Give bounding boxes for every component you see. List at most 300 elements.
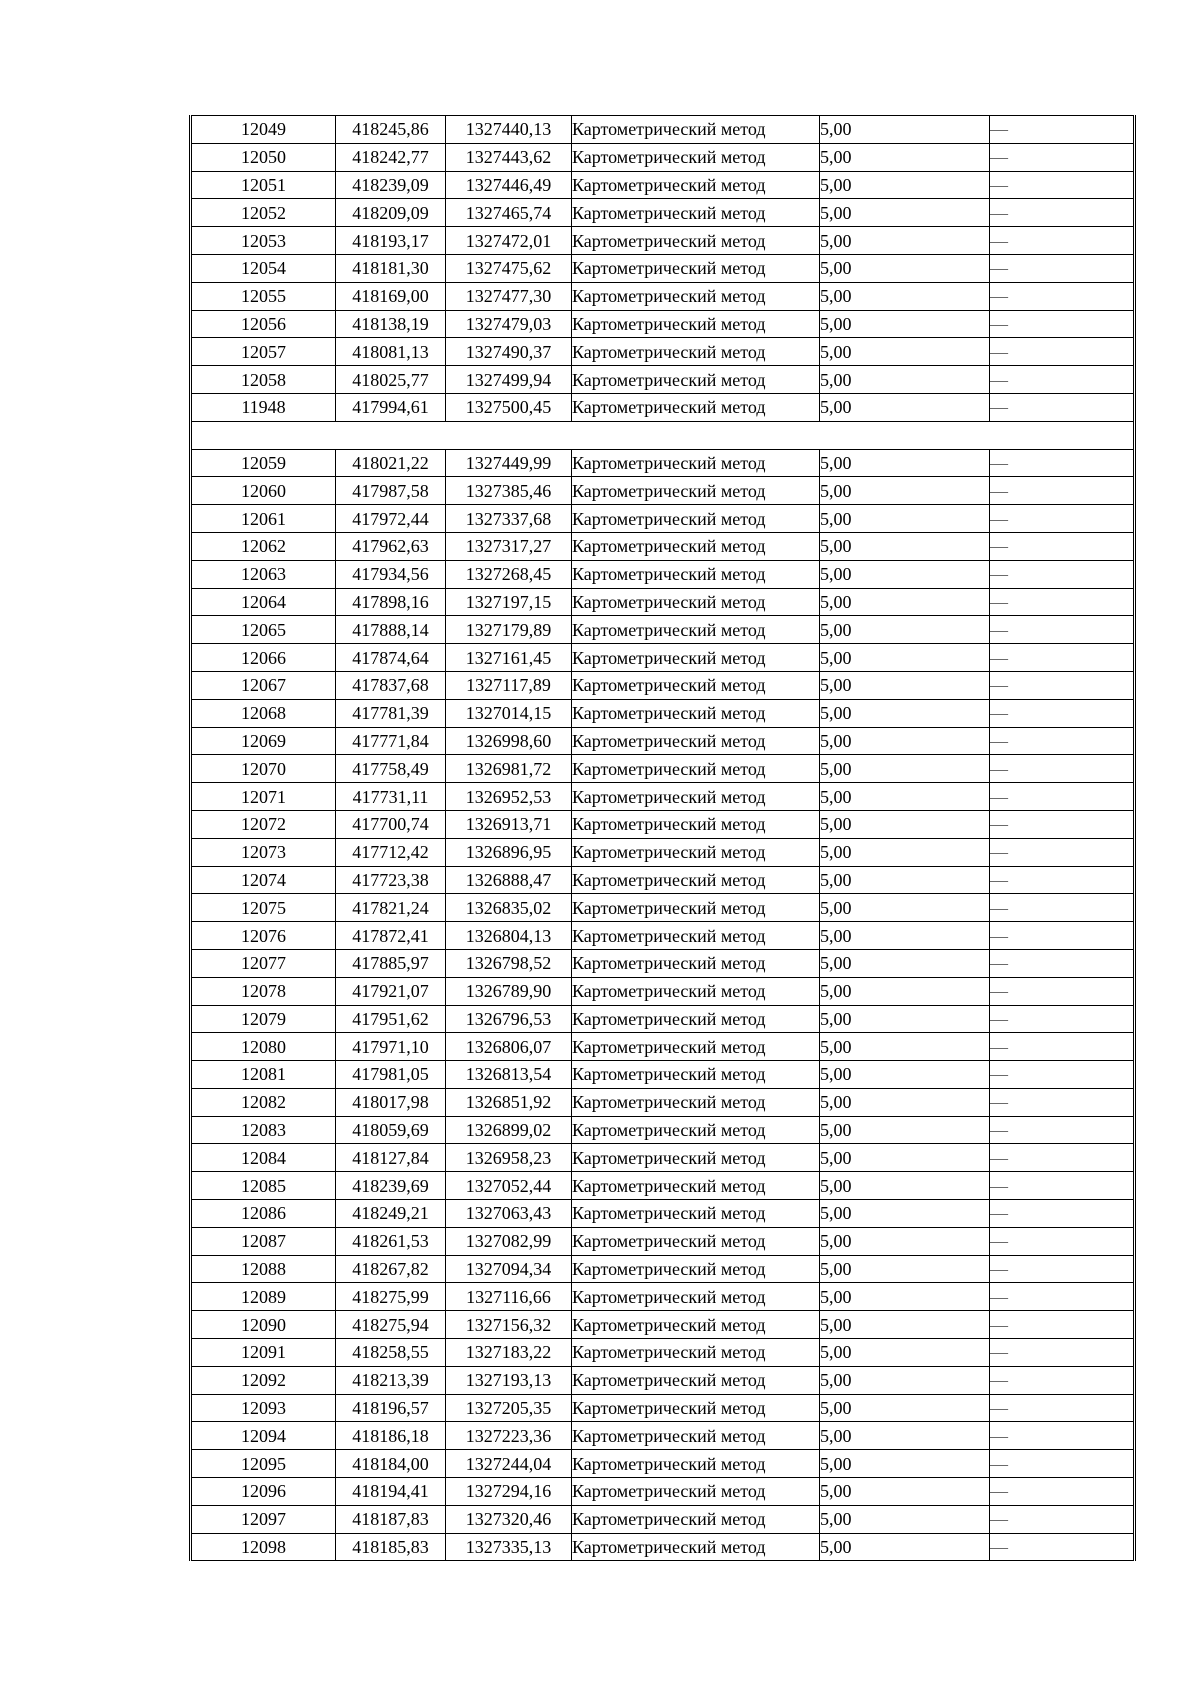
x-coordinate-cell: 418194,41 bbox=[336, 1478, 446, 1506]
point-number-cell: 12082 bbox=[191, 1088, 336, 1116]
method-cell: Картометрический метод bbox=[572, 1005, 820, 1033]
method-cell: Картометрический метод bbox=[572, 1033, 820, 1061]
description-cell: — bbox=[990, 1200, 1135, 1228]
point-number-cell: 12096 bbox=[191, 1478, 336, 1506]
method-cell: Картометрический метод bbox=[572, 1088, 820, 1116]
table-row bbox=[191, 1533, 1135, 1561]
table-row bbox=[191, 1144, 1135, 1172]
table-row bbox=[191, 588, 1135, 616]
table-row bbox=[191, 477, 1135, 505]
method-cell: Картометрический метод bbox=[572, 755, 820, 783]
method-cell: Картометрический метод bbox=[572, 1533, 820, 1561]
accuracy-cell: 5,00 bbox=[820, 1422, 990, 1450]
y-coordinate-cell: 1327320,46 bbox=[446, 1505, 572, 1533]
table-row bbox=[191, 116, 1135, 144]
method-cell: Картометрический метод bbox=[572, 1200, 820, 1228]
description-cell: — bbox=[990, 282, 1135, 310]
description-cell: — bbox=[990, 866, 1135, 894]
table-row bbox=[191, 699, 1135, 727]
table-row bbox=[191, 338, 1135, 366]
accuracy-cell: 5,00 bbox=[820, 199, 990, 227]
description-cell: — bbox=[990, 644, 1135, 672]
y-coordinate-cell: 1327082,99 bbox=[446, 1227, 572, 1255]
method-cell: Картометрический метод bbox=[572, 838, 820, 866]
x-coordinate-cell: 418275,94 bbox=[336, 1311, 446, 1339]
table-row bbox=[191, 282, 1135, 310]
point-number-cell: 12095 bbox=[191, 1450, 336, 1478]
x-coordinate-cell: 418213,39 bbox=[336, 1366, 446, 1394]
y-coordinate-cell: 1326806,07 bbox=[446, 1033, 572, 1061]
accuracy-cell: 5,00 bbox=[820, 616, 990, 644]
y-coordinate-cell: 1326851,92 bbox=[446, 1088, 572, 1116]
accuracy-cell: 5,00 bbox=[820, 1255, 990, 1283]
accuracy-cell: 5,00 bbox=[820, 1033, 990, 1061]
point-number-cell: 12071 bbox=[191, 783, 336, 811]
point-number-cell: 12058 bbox=[191, 366, 336, 394]
x-coordinate-cell: 418169,00 bbox=[336, 282, 446, 310]
x-coordinate-cell: 418275,99 bbox=[336, 1283, 446, 1311]
y-coordinate-cell: 1327197,15 bbox=[446, 588, 572, 616]
accuracy-cell: 5,00 bbox=[820, 1200, 990, 1228]
y-coordinate-cell: 1327490,37 bbox=[446, 338, 572, 366]
table-row bbox=[191, 1394, 1135, 1422]
y-coordinate-cell: 1327183,22 bbox=[446, 1339, 572, 1367]
y-coordinate-cell: 1327223,36 bbox=[446, 1422, 572, 1450]
accuracy-cell: 5,00 bbox=[820, 644, 990, 672]
accuracy-cell: 5,00 bbox=[820, 1394, 990, 1422]
description-cell: — bbox=[990, 560, 1135, 588]
y-coordinate-cell: 1327063,43 bbox=[446, 1200, 572, 1228]
point-number-cell: 12090 bbox=[191, 1311, 336, 1339]
x-coordinate-cell: 418017,98 bbox=[336, 1088, 446, 1116]
accuracy-cell: 5,00 bbox=[820, 1144, 990, 1172]
description-cell: — bbox=[990, 671, 1135, 699]
x-coordinate-cell: 417971,10 bbox=[336, 1033, 446, 1061]
y-coordinate-cell: 1327117,89 bbox=[446, 671, 572, 699]
y-coordinate-cell: 1327446,49 bbox=[446, 171, 572, 199]
accuracy-cell: 5,00 bbox=[820, 338, 990, 366]
point-number-cell: 12064 bbox=[191, 588, 336, 616]
description-cell: — bbox=[990, 1422, 1135, 1450]
x-coordinate-cell: 418181,30 bbox=[336, 254, 446, 282]
description-cell: — bbox=[990, 755, 1135, 783]
method-cell: Картометрический метод bbox=[572, 1283, 820, 1311]
method-cell: Картометрический метод bbox=[572, 199, 820, 227]
x-coordinate-cell: 418127,84 bbox=[336, 1144, 446, 1172]
y-coordinate-cell: 1326804,13 bbox=[446, 922, 572, 950]
method-cell: Картометрический метод bbox=[572, 505, 820, 533]
x-coordinate-cell: 418184,00 bbox=[336, 1450, 446, 1478]
y-coordinate-cell: 1326958,23 bbox=[446, 1144, 572, 1172]
x-coordinate-cell: 418196,57 bbox=[336, 1394, 446, 1422]
method-cell: Картометрический метод bbox=[572, 1366, 820, 1394]
description-cell: — bbox=[990, 116, 1135, 144]
table-row bbox=[191, 366, 1135, 394]
x-coordinate-cell: 417994,61 bbox=[336, 393, 446, 421]
point-number-cell: 12067 bbox=[191, 671, 336, 699]
accuracy-cell: 5,00 bbox=[820, 1450, 990, 1478]
point-number-cell: 12059 bbox=[191, 449, 336, 477]
point-number-cell: 12051 bbox=[191, 171, 336, 199]
accuracy-cell: 5,00 bbox=[820, 1283, 990, 1311]
method-cell: Картометрический метод bbox=[572, 532, 820, 560]
accuracy-cell: 5,00 bbox=[820, 1005, 990, 1033]
method-cell: Картометрический метод bbox=[572, 644, 820, 672]
point-number-cell: 12091 bbox=[191, 1339, 336, 1367]
description-cell: — bbox=[990, 838, 1135, 866]
table-row bbox=[191, 644, 1135, 672]
section-separator-row bbox=[191, 421, 1135, 449]
accuracy-cell: 5,00 bbox=[820, 866, 990, 894]
x-coordinate-cell: 417898,16 bbox=[336, 588, 446, 616]
point-number-cell: 12053 bbox=[191, 227, 336, 255]
y-coordinate-cell: 1327500,45 bbox=[446, 393, 572, 421]
accuracy-cell: 5,00 bbox=[820, 1366, 990, 1394]
point-number-cell: 12074 bbox=[191, 866, 336, 894]
method-cell: Картометрический метод bbox=[572, 588, 820, 616]
method-cell: Картометрический метод bbox=[572, 866, 820, 894]
description-cell: — bbox=[990, 727, 1135, 755]
method-cell: Картометрический метод bbox=[572, 310, 820, 338]
description-cell: — bbox=[990, 810, 1135, 838]
accuracy-cell: 5,00 bbox=[820, 949, 990, 977]
table-row bbox=[191, 1033, 1135, 1061]
method-cell: Картометрический метод bbox=[572, 282, 820, 310]
table-row bbox=[191, 449, 1135, 477]
method-cell: Картометрический метод bbox=[572, 1505, 820, 1533]
y-coordinate-cell: 1327337,68 bbox=[446, 505, 572, 533]
accuracy-cell: 5,00 bbox=[820, 922, 990, 950]
y-coordinate-cell: 1327268,45 bbox=[446, 560, 572, 588]
description-cell: — bbox=[990, 1478, 1135, 1506]
point-number-cell: 12070 bbox=[191, 755, 336, 783]
method-cell: Картометрический метод bbox=[572, 366, 820, 394]
point-number-cell: 12062 bbox=[191, 532, 336, 560]
accuracy-cell: 5,00 bbox=[820, 1339, 990, 1367]
x-coordinate-cell: 417921,07 bbox=[336, 977, 446, 1005]
point-number-cell: 12087 bbox=[191, 1227, 336, 1255]
description-cell: — bbox=[990, 143, 1135, 171]
point-number-cell: 12085 bbox=[191, 1172, 336, 1200]
description-cell: — bbox=[990, 977, 1135, 1005]
x-coordinate-cell: 417731,11 bbox=[336, 783, 446, 811]
point-number-cell: 12084 bbox=[191, 1144, 336, 1172]
description-cell: — bbox=[990, 1033, 1135, 1061]
table-row bbox=[191, 810, 1135, 838]
y-coordinate-cell: 1327385,46 bbox=[446, 477, 572, 505]
point-number-cell: 12073 bbox=[191, 838, 336, 866]
method-cell: Картометрический метод bbox=[572, 116, 820, 144]
accuracy-cell: 5,00 bbox=[820, 1311, 990, 1339]
y-coordinate-cell: 1326896,95 bbox=[446, 838, 572, 866]
point-number-cell: 12092 bbox=[191, 1366, 336, 1394]
point-number-cell: 12080 bbox=[191, 1033, 336, 1061]
method-cell: Картометрический метод bbox=[572, 699, 820, 727]
table-row bbox=[191, 1505, 1135, 1533]
table-row bbox=[191, 616, 1135, 644]
y-coordinate-cell: 1326899,02 bbox=[446, 1116, 572, 1144]
section-separator-cell bbox=[191, 421, 1135, 449]
accuracy-cell: 5,00 bbox=[820, 171, 990, 199]
x-coordinate-cell: 418261,53 bbox=[336, 1227, 446, 1255]
x-coordinate-cell: 417934,56 bbox=[336, 560, 446, 588]
x-coordinate-cell: 418185,83 bbox=[336, 1533, 446, 1561]
point-number-cell: 12078 bbox=[191, 977, 336, 1005]
x-coordinate-cell: 418025,77 bbox=[336, 366, 446, 394]
method-cell: Картометрический метод bbox=[572, 922, 820, 950]
method-cell: Картометрический метод bbox=[572, 949, 820, 977]
y-coordinate-cell: 1327465,74 bbox=[446, 199, 572, 227]
y-coordinate-cell: 1326813,54 bbox=[446, 1061, 572, 1089]
y-coordinate-cell: 1326913,71 bbox=[446, 810, 572, 838]
table-row bbox=[191, 671, 1135, 699]
coordinates-table bbox=[189, 115, 1136, 1561]
table-row bbox=[191, 1088, 1135, 1116]
y-coordinate-cell: 1326998,60 bbox=[446, 727, 572, 755]
y-coordinate-cell: 1327477,30 bbox=[446, 282, 572, 310]
x-coordinate-cell: 418249,21 bbox=[336, 1200, 446, 1228]
description-cell: — bbox=[990, 477, 1135, 505]
accuracy-cell: 5,00 bbox=[820, 310, 990, 338]
accuracy-cell: 5,00 bbox=[820, 449, 990, 477]
point-number-cell: 12052 bbox=[191, 199, 336, 227]
accuracy-cell: 5,00 bbox=[820, 699, 990, 727]
point-number-cell: 12098 bbox=[191, 1533, 336, 1561]
y-coordinate-cell: 1327052,44 bbox=[446, 1172, 572, 1200]
accuracy-cell: 5,00 bbox=[820, 477, 990, 505]
y-coordinate-cell: 1327161,45 bbox=[446, 644, 572, 672]
table-row bbox=[191, 1172, 1135, 1200]
point-number-cell: 12063 bbox=[191, 560, 336, 588]
accuracy-cell: 5,00 bbox=[820, 727, 990, 755]
x-coordinate-cell: 417723,38 bbox=[336, 866, 446, 894]
accuracy-cell: 5,00 bbox=[820, 894, 990, 922]
description-cell: — bbox=[990, 1283, 1135, 1311]
y-coordinate-cell: 1326835,02 bbox=[446, 894, 572, 922]
table-row bbox=[191, 532, 1135, 560]
y-coordinate-cell: 1326981,72 bbox=[446, 755, 572, 783]
accuracy-cell: 5,00 bbox=[820, 116, 990, 144]
accuracy-cell: 5,00 bbox=[820, 1227, 990, 1255]
table-row bbox=[191, 1200, 1135, 1228]
accuracy-cell: 5,00 bbox=[820, 1478, 990, 1506]
x-coordinate-cell: 417888,14 bbox=[336, 616, 446, 644]
x-coordinate-cell: 418242,77 bbox=[336, 143, 446, 171]
method-cell: Картометрический метод bbox=[572, 1422, 820, 1450]
description-cell: — bbox=[990, 1255, 1135, 1283]
description-cell: — bbox=[990, 1144, 1135, 1172]
description-cell: — bbox=[990, 1505, 1135, 1533]
y-coordinate-cell: 1326888,47 bbox=[446, 866, 572, 894]
description-cell: — bbox=[990, 1533, 1135, 1561]
accuracy-cell: 5,00 bbox=[820, 588, 990, 616]
point-number-cell: 12060 bbox=[191, 477, 336, 505]
table-row bbox=[191, 560, 1135, 588]
table-row bbox=[191, 143, 1135, 171]
x-coordinate-cell: 417987,58 bbox=[336, 477, 446, 505]
point-number-cell: 12076 bbox=[191, 922, 336, 950]
point-number-cell: 12068 bbox=[191, 699, 336, 727]
table-row bbox=[191, 977, 1135, 1005]
table-row bbox=[191, 1005, 1135, 1033]
y-coordinate-cell: 1327479,03 bbox=[446, 310, 572, 338]
description-cell: — bbox=[990, 505, 1135, 533]
y-coordinate-cell: 1326789,90 bbox=[446, 977, 572, 1005]
table-row bbox=[191, 310, 1135, 338]
description-cell: — bbox=[990, 922, 1135, 950]
method-cell: Картометрический метод bbox=[572, 1255, 820, 1283]
x-coordinate-cell: 417885,97 bbox=[336, 949, 446, 977]
description-cell: — bbox=[990, 783, 1135, 811]
x-coordinate-cell: 417951,62 bbox=[336, 1005, 446, 1033]
accuracy-cell: 5,00 bbox=[820, 1533, 990, 1561]
method-cell: Картометрический метод bbox=[572, 616, 820, 644]
x-coordinate-cell: 417837,68 bbox=[336, 671, 446, 699]
y-coordinate-cell: 1326952,53 bbox=[446, 783, 572, 811]
description-cell: — bbox=[990, 1088, 1135, 1116]
x-coordinate-cell: 418187,83 bbox=[336, 1505, 446, 1533]
point-number-cell: 12066 bbox=[191, 644, 336, 672]
y-coordinate-cell: 1327156,32 bbox=[446, 1311, 572, 1339]
description-cell: — bbox=[990, 894, 1135, 922]
x-coordinate-cell: 418239,09 bbox=[336, 171, 446, 199]
y-coordinate-cell: 1327205,35 bbox=[446, 1394, 572, 1422]
method-cell: Картометрический метод bbox=[572, 1172, 820, 1200]
x-coordinate-cell: 417872,41 bbox=[336, 922, 446, 950]
point-number-cell: 12077 bbox=[191, 949, 336, 977]
table-row bbox=[191, 171, 1135, 199]
description-cell: — bbox=[990, 338, 1135, 366]
method-cell: Картометрический метод bbox=[572, 977, 820, 1005]
point-number-cell: 12049 bbox=[191, 116, 336, 144]
x-coordinate-cell: 418138,19 bbox=[336, 310, 446, 338]
accuracy-cell: 5,00 bbox=[820, 227, 990, 255]
y-coordinate-cell: 1327499,94 bbox=[446, 366, 572, 394]
point-number-cell: 12088 bbox=[191, 1255, 336, 1283]
description-cell: — bbox=[990, 366, 1135, 394]
y-coordinate-cell: 1327014,15 bbox=[446, 699, 572, 727]
point-number-cell: 12075 bbox=[191, 894, 336, 922]
table-row bbox=[191, 838, 1135, 866]
description-cell: — bbox=[990, 1366, 1135, 1394]
method-cell: Картометрический метод bbox=[572, 1116, 820, 1144]
method-cell: Картометрический метод bbox=[572, 1394, 820, 1422]
accuracy-cell: 5,00 bbox=[820, 755, 990, 783]
x-coordinate-cell: 418021,22 bbox=[336, 449, 446, 477]
table-row bbox=[191, 1116, 1135, 1144]
table-row bbox=[191, 866, 1135, 894]
description-cell: — bbox=[990, 616, 1135, 644]
x-coordinate-cell: 418193,17 bbox=[336, 227, 446, 255]
point-number-cell: 12072 bbox=[191, 810, 336, 838]
point-number-cell: 12089 bbox=[191, 1283, 336, 1311]
table-row bbox=[191, 727, 1135, 755]
x-coordinate-cell: 417821,24 bbox=[336, 894, 446, 922]
y-coordinate-cell: 1327094,34 bbox=[446, 1255, 572, 1283]
table-row bbox=[191, 199, 1135, 227]
method-cell: Картометрический метод bbox=[572, 449, 820, 477]
method-cell: Картометрический метод bbox=[572, 810, 820, 838]
x-coordinate-cell: 417700,74 bbox=[336, 810, 446, 838]
method-cell: Картометрический метод bbox=[572, 1339, 820, 1367]
accuracy-cell: 5,00 bbox=[820, 1116, 990, 1144]
x-coordinate-cell: 418258,55 bbox=[336, 1339, 446, 1367]
point-number-cell: 12079 bbox=[191, 1005, 336, 1033]
table-row bbox=[191, 1061, 1135, 1089]
x-coordinate-cell: 417874,64 bbox=[336, 644, 446, 672]
accuracy-cell: 5,00 bbox=[820, 366, 990, 394]
point-number-cell: 12081 bbox=[191, 1061, 336, 1089]
table-row bbox=[191, 1339, 1135, 1367]
table-row bbox=[191, 1311, 1135, 1339]
accuracy-cell: 5,00 bbox=[820, 783, 990, 811]
table-row bbox=[191, 1366, 1135, 1394]
method-cell: Картометрический метод bbox=[572, 143, 820, 171]
method-cell: Картометрический метод bbox=[572, 477, 820, 505]
x-coordinate-cell: 417972,44 bbox=[336, 505, 446, 533]
point-number-cell: 12069 bbox=[191, 727, 336, 755]
description-cell: — bbox=[990, 254, 1135, 282]
y-coordinate-cell: 1327449,99 bbox=[446, 449, 572, 477]
y-coordinate-cell: 1327335,13 bbox=[446, 1533, 572, 1561]
y-coordinate-cell: 1327475,62 bbox=[446, 254, 572, 282]
description-cell: — bbox=[990, 199, 1135, 227]
x-coordinate-cell: 417962,63 bbox=[336, 532, 446, 560]
description-cell: — bbox=[990, 171, 1135, 199]
accuracy-cell: 5,00 bbox=[820, 1505, 990, 1533]
point-number-cell: 11948 bbox=[191, 393, 336, 421]
method-cell: Картометрический метод bbox=[572, 1227, 820, 1255]
description-cell: — bbox=[990, 393, 1135, 421]
method-cell: Картометрический метод bbox=[572, 227, 820, 255]
point-number-cell: 12086 bbox=[191, 1200, 336, 1228]
point-number-cell: 12065 bbox=[191, 616, 336, 644]
point-number-cell: 12050 bbox=[191, 143, 336, 171]
x-coordinate-cell: 417771,84 bbox=[336, 727, 446, 755]
table-row bbox=[191, 1450, 1135, 1478]
accuracy-cell: 5,00 bbox=[820, 282, 990, 310]
method-cell: Картометрический метод bbox=[572, 1144, 820, 1172]
y-coordinate-cell: 1327440,13 bbox=[446, 116, 572, 144]
method-cell: Картометрический метод bbox=[572, 338, 820, 366]
description-cell: — bbox=[990, 1116, 1135, 1144]
table-row bbox=[191, 1227, 1135, 1255]
point-number-cell: 12094 bbox=[191, 1422, 336, 1450]
x-coordinate-cell: 418186,18 bbox=[336, 1422, 446, 1450]
accuracy-cell: 5,00 bbox=[820, 977, 990, 1005]
point-number-cell: 12054 bbox=[191, 254, 336, 282]
x-coordinate-cell: 418059,69 bbox=[336, 1116, 446, 1144]
accuracy-cell: 5,00 bbox=[820, 505, 990, 533]
description-cell: — bbox=[990, 1450, 1135, 1478]
table-row bbox=[191, 1422, 1135, 1450]
accuracy-cell: 5,00 bbox=[820, 838, 990, 866]
point-number-cell: 12057 bbox=[191, 338, 336, 366]
accuracy-cell: 5,00 bbox=[820, 143, 990, 171]
table-row bbox=[191, 505, 1135, 533]
method-cell: Картометрический метод bbox=[572, 393, 820, 421]
description-cell: — bbox=[990, 1172, 1135, 1200]
table-row bbox=[191, 1255, 1135, 1283]
table-row bbox=[191, 894, 1135, 922]
table-row bbox=[191, 755, 1135, 783]
description-cell: — bbox=[990, 699, 1135, 727]
accuracy-cell: 5,00 bbox=[820, 254, 990, 282]
y-coordinate-cell: 1327193,13 bbox=[446, 1366, 572, 1394]
method-cell: Картометрический метод bbox=[572, 560, 820, 588]
method-cell: Картометрический метод bbox=[572, 727, 820, 755]
accuracy-cell: 5,00 bbox=[820, 1061, 990, 1089]
